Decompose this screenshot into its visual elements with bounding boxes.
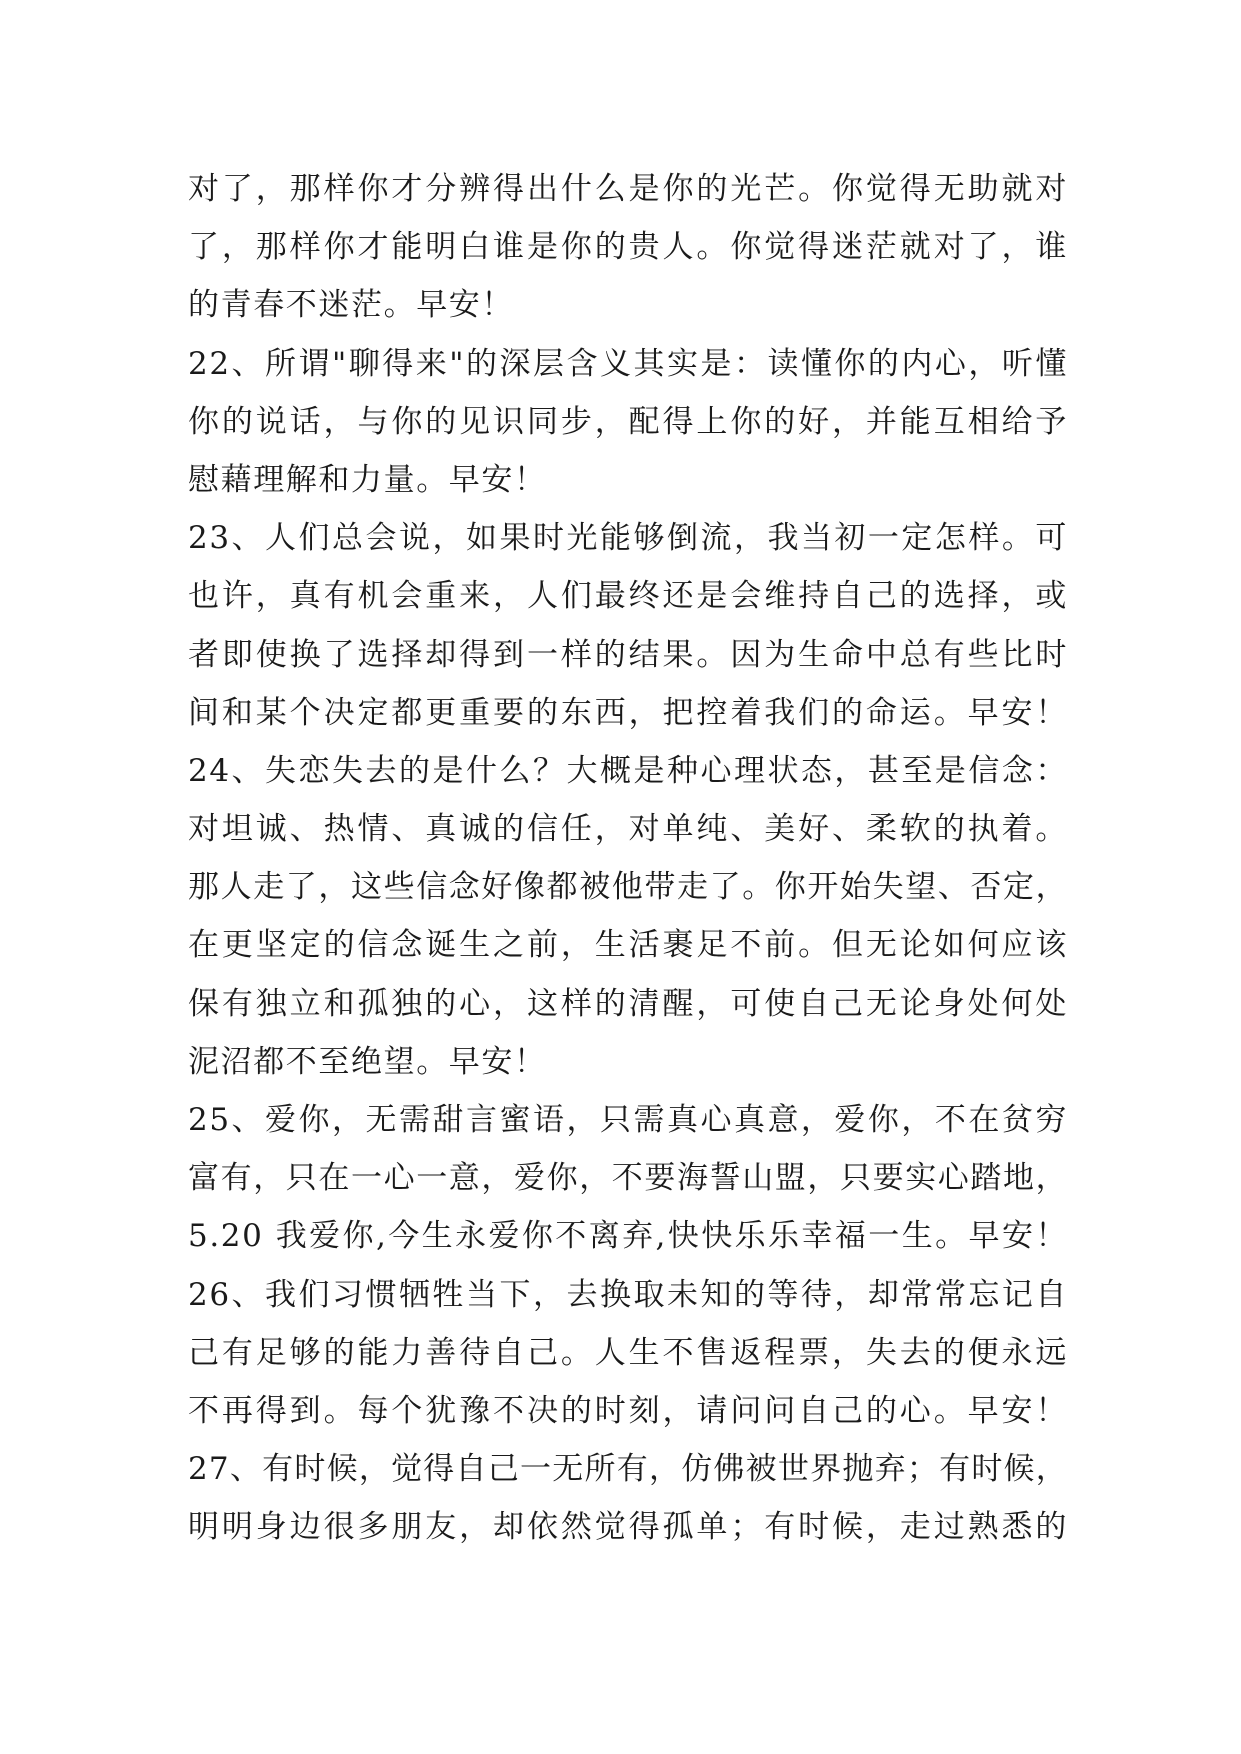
text-line: 慰藉理解和力量。早安！ [188,461,547,498]
text-line: 22、所谓"聊得来"的深层含义其实是：读懂你的内心，听懂 [188,345,1068,382]
text-line: 你的说话，与你的见识同步，配得上你的好，并能互相给予 [188,403,1068,440]
text-line: 不再得到。每个犹豫不决的时刻，请问问自己的心。早安！ [188,1392,1068,1429]
text-line: 对了，那样你才分辨得出什么是你的光芒。你觉得无助就对 [188,171,1068,207]
text-line: 27、有时候，觉得自己一无所有，仿佛被世界抛弃；有时候， [188,1451,1068,1488]
text-line: 在更坚定的信念诞生之前，生活裹足不前。但无论如何应该 [188,927,1068,964]
text-line: 也许，真有机会重来，人们最终还是会维持自己的选择，或 [188,578,1068,615]
text-line: 泥沼都不至绝望。早安！ [188,1043,547,1080]
text-line: 24、失恋失去的是什么？大概是种心理状态，甚至是信念： [188,752,1068,789]
text-line: 的青春不迷茫。早安！ [188,287,514,324]
text-line: 富有，只在一心一意，爱你，不要海誓山盟，只要实心踏地， [188,1160,1069,1197]
text-line: 对坦诚、热情、真诚的信任，对单纯、美好、柔软的执着。 [188,811,1068,848]
text-line: 5.20 我爱你,今生永爱你不离弃,快快乐乐幸福一生。早安！ [188,1218,1068,1255]
text-line: 25、爱你，无需甜言蜜语，只需真心真意，爱你，不在贫穷 [188,1102,1068,1138]
text-line: 明明身边很多朋友，却依然觉得孤单；有时候，走过熟悉的 [188,1509,1068,1546]
text-line: 己有足够的能力善待自己。人生不售返程票，失去的便永远 [188,1334,1068,1371]
text-line: 保有独立和孤独的心，这样的清醒，可使自己无论身处何处 [188,985,1068,1022]
text-line: 26、我们习惯牺牲当下，去换取未知的等待，却常常忘记自 [188,1276,1068,1313]
text-line: 那人走了，这些信念好像都被他带走了。你开始失望、否定， [188,869,1069,906]
body-text [188,160,1068,1557]
text-line: 间和某个决定都更重要的东西，把控着我们的命运。早安！ [188,694,1068,731]
text-line: 23、人们总会说，如果时光能够倒流，我当初一定怎样。可 [188,520,1068,557]
text-line: 者即使换了选择却得到一样的结果。因为生命中总有些比时 [188,636,1068,673]
text-line: 了，那样你才能明白谁是你的贵人。你觉得迷茫就对了，谁 [188,229,1068,266]
